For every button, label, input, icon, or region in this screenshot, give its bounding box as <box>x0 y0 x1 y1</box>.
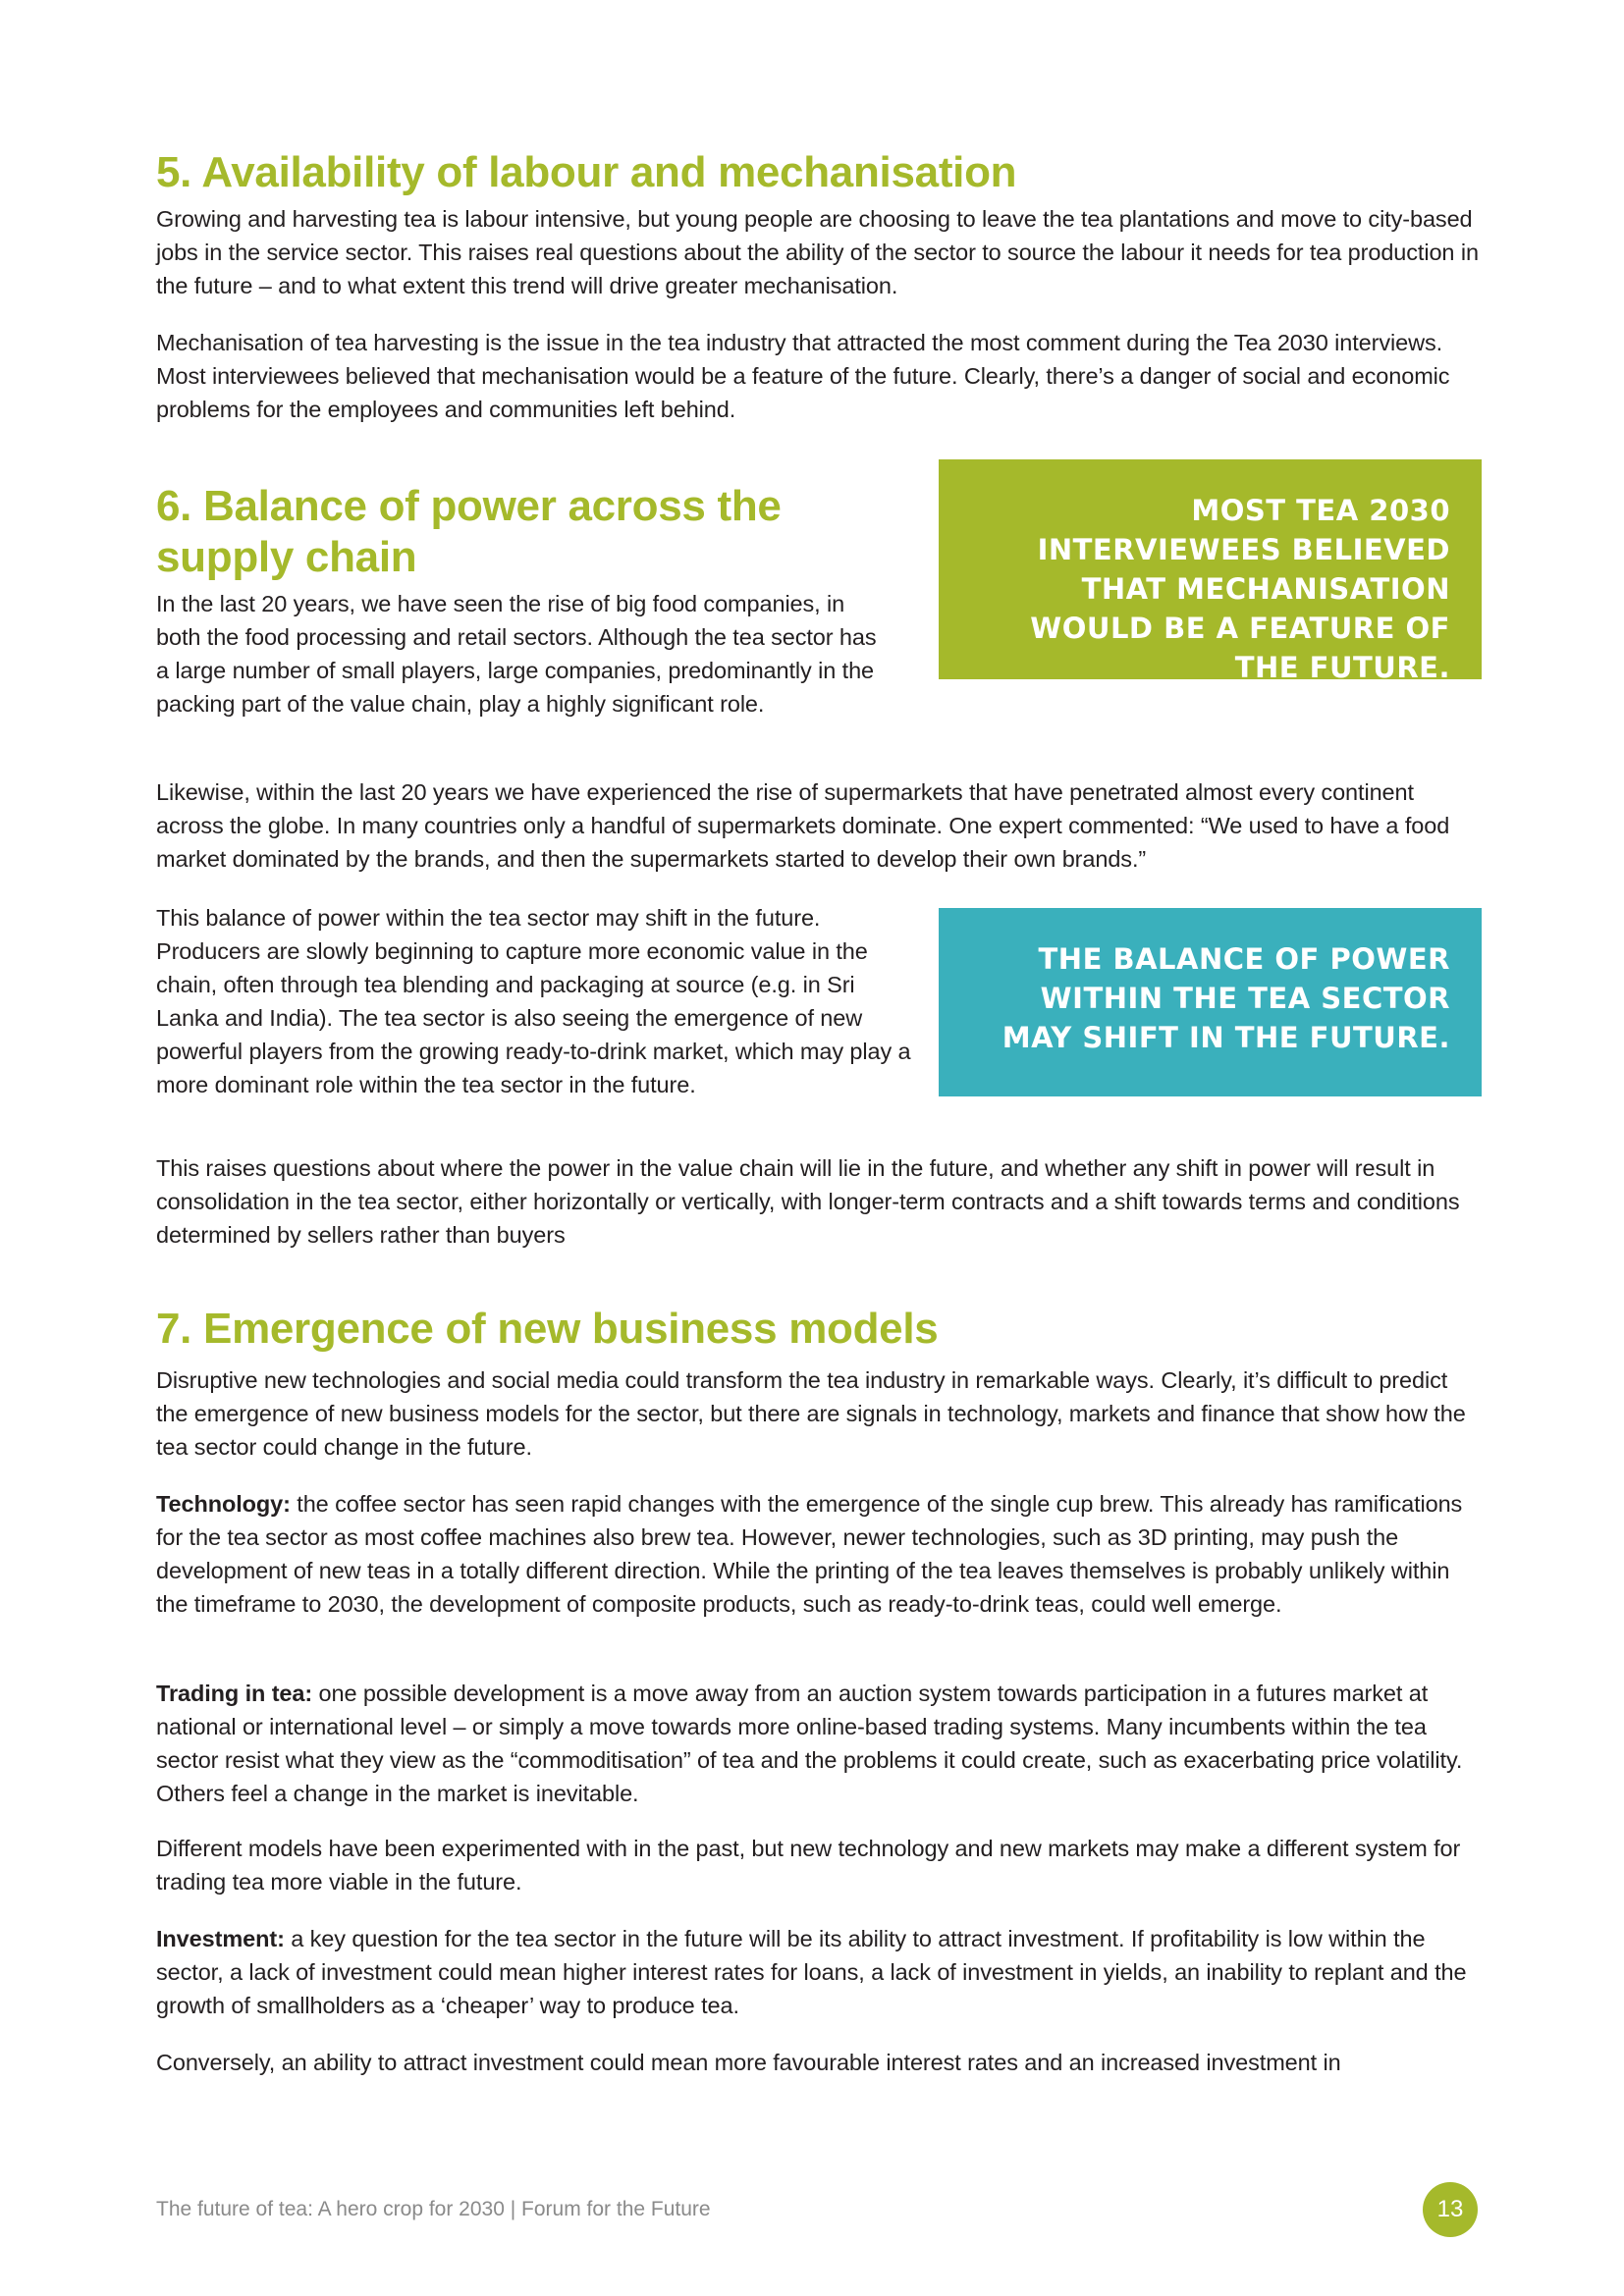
section-6-paragraph-1: In the last 20 years, we have seen the rise of big food companies, in both the food processing and retail sectors. Although the tea sector has a large number of small players, large companies, predominantly in the packing part of the value chain, play a highly significant role. <box>156 591 877 717</box>
section-7-paragraph-1: Disruptive new technologies and social media could transform the tea industry in remarkable ways. Clearly, it’s difficult to predict the emergence of new business models for the sector, but there are signals in technology, markets and finance that show how the tea sector could change in the future. <box>156 1367 1466 1460</box>
investment-text: a key question for the tea sector in the future will be its ability to attract investment. If profitability is low within the sector, a lack of investment could mean higher interest rates for loans, a lack of investment in yields, an inability to replant and the growth of smallholders as a ‘cheaper’ way to produce tea. <box>156 1926 1467 2018</box>
section-6-heading: 6. Balance of power across the supply chain <box>156 482 782 581</box>
footer-title: The future of tea: A hero crop for 2030 | Forum for the Future <box>156 2198 711 2220</box>
section-5-paragraph-1: Growing and harvesting tea is labour intensive, but young people are choosing to leave the tea plantations and move to city-based jobs in the service sector. This raises real questions about the ability of the sector to source the labour it needs for tea production in the future – and to what extent this trend will drive greater mechanisation. <box>156 206 1479 298</box>
pull-quote-balance-of-power: THE BALANCE OF POWER WITHIN THE TEA SECTOR MAY SHIFT IN THE FUTURE. <box>939 908 1482 1096</box>
investment-label: Investment: <box>156 1926 285 1951</box>
section-7-paragraph-6: Conversely, an ability to attract investment could mean more favourable interest rates and an increased investment in <box>156 2050 1341 2075</box>
section-7-heading: 7. Emergence of new business models <box>156 1305 939 1353</box>
section-6-paragraph-4: This raises questions about where the power in the value chain will lie in the future, and whether any shift in power will result in consolidation in the tea sector, either horizontally or vertically, with longer-term contracts and a shift towards terms and conditions determined by sellers rather than buyers <box>156 1155 1460 1248</box>
trading-text: one possible development is a move away from an auction system towards participation in a futures market at national or international level – or simply a move towards more online-based trading systems. Many incumbents within the tea sector resist what they view as the “commoditisation” of tea and the problems it could create, such as exacerbating price volatility. Others feel a change in the market is inevitable. <box>156 1681 1463 1806</box>
section-7-trading-paragraph <box>156 1677 1479 1810</box>
section-7-technology-paragraph <box>156 1487 1479 1621</box>
section-5-heading: 5. Availability of labour and mechanisation <box>156 148 1017 196</box>
section-6-paragraph-2: Likewise, within the last 20 years we have experienced the rise of supermarkets that have penetrated almost every continent across the globe. In many countries only a handful of supermarkets dominate. One expert commented: “We used to have a food market dominated by the brands, and then the supermarkets started to develop their own brands.” <box>156 779 1450 872</box>
section-7-investment-paragraph <box>156 1922 1479 2022</box>
section-7-paragraph-4: Different models have been experimented with in the past, but new technology and new markets may make a different system for trading tea more viable in the future. <box>156 1836 1461 1895</box>
technology-text: the coffee sector has seen rapid changes with the emergence of the single cup brew. This already has ramifications for the tea sector as most coffee machines also brew tea. However, newer technologies, such as 3D printing, may push the development of new teas in a totally different direction. While the printing of the tea leaves themselves is probably unlikely within the timeframe to 2030, the development of composite products, such as ready-to-drink teas, could well emerge. <box>156 1491 1463 1617</box>
pull-quote-mechanisation: MOST TEA 2030 INTERVIEWEES BELIEVED THAT MECHANISATION WOULD BE A FEATURE OF THE FUTURE. <box>939 459 1482 679</box>
page-number-badge: 13 <box>1423 2182 1478 2237</box>
section-5-paragraph-2: Mechanisation of tea harvesting is the issue in the tea industry that attracted the most comment during the Tea 2030 interviews. Most interviewees believed that mechanisation would be a feature of the future. Clearly, there’s a danger of social and economic problems for the employees and communities left behind. <box>156 330 1450 422</box>
technology-label: Technology: <box>156 1491 291 1517</box>
section-6-paragraph-3: This balance of power within the tea sector may shift in the future. Producers are slowly beginning to capture more economic value in the chain, often through tea blending and packaging at source (e.g. in Sri Lanka and India). The tea sector is also seeing the emergence of new powerful players from the growing ready-to-drink market, which may play a more dominant role within the tea sector in the future. <box>156 905 911 1097</box>
trading-label: Trading in tea: <box>156 1681 313 1706</box>
